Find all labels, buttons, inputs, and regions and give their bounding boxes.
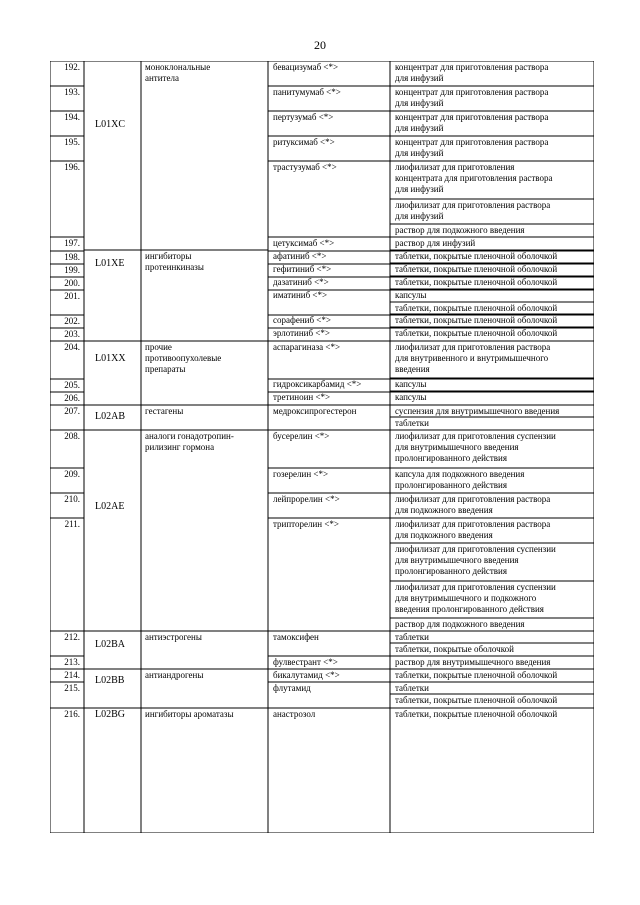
atc-code: L01XC — [95, 119, 125, 130]
drug-name: лейпрорелин <*> — [273, 494, 340, 504]
drug-name: трастузумаб <*> — [273, 162, 337, 172]
row-number: 214. — [64, 670, 80, 680]
atc-code: L01XX — [95, 353, 126, 364]
row-number: 202. — [64, 316, 80, 326]
row-number: 195. — [64, 137, 80, 147]
dosage-form: для инфузий — [395, 184, 444, 194]
dosage-form: таблетки, покрытые пленочной оболочкой — [395, 670, 558, 680]
dosage-form: таблетки, покрытые пленочной оболочкой — [395, 709, 558, 719]
group-name: гестагены — [145, 406, 184, 416]
dosage-form: раствор для подкожного введения — [395, 619, 525, 629]
dosage-form: для инфузий — [395, 211, 444, 221]
dosage-form: таблетки — [395, 632, 430, 642]
dosage-form: концентрата для приготовления раствора — [395, 173, 553, 183]
page-number: 20 — [314, 38, 326, 52]
dosage-form: для инфузий — [395, 73, 444, 83]
dosage-form: таблетки, покрытые пленочной оболочкой — [395, 303, 558, 313]
group-name: протеинкиназы — [145, 262, 204, 272]
dosage-form: лиофилизат для приготовления суспензии — [395, 582, 556, 592]
dosage-form: концентрат для приготовления раствора — [395, 87, 549, 97]
group-name: аналоги гонадотропин- — [145, 431, 234, 441]
drug-name: гозерелин <*> — [273, 469, 329, 479]
dosage-form: таблетки, покрытые пленочной оболочкой — [395, 328, 558, 338]
row-number: 213. — [64, 657, 80, 667]
dosage-form: таблетки, покрытые оболочкой — [395, 644, 514, 654]
row-number: 208. — [64, 431, 80, 441]
group-name: антиандрогены — [145, 670, 204, 680]
atc-code: L02AE — [95, 501, 125, 512]
dosage-form: таблетки, покрытые пленочной оболочкой — [395, 277, 558, 287]
group-name: ингибиторы ароматазы — [145, 709, 234, 719]
drug-table — [50, 61, 594, 833]
row-number: 198. — [64, 252, 80, 262]
row-number: 207. — [64, 406, 80, 416]
row-number: 196. — [64, 162, 80, 172]
dosage-form: лиофилизат для приготовления — [395, 162, 515, 172]
row-number: 215. — [64, 683, 80, 693]
drug-name: дазатиниб <*> — [273, 277, 329, 287]
atc-code: L02AB — [95, 411, 125, 422]
drug-name: бусерелин <*> — [273, 431, 330, 441]
group-name: прочие — [145, 342, 172, 352]
dosage-form: введения — [395, 364, 430, 374]
dosage-form: для инфузий — [395, 123, 444, 133]
dosage-form: раствор для внутримышечного введения — [395, 657, 551, 667]
dosage-form: концентрат для приготовления раствора — [395, 62, 549, 72]
dosage-form: для подкожного введения — [395, 530, 493, 540]
dosage-form: концентрат для приготовления раствора — [395, 112, 549, 122]
drug-name: медроксипрогестерон — [273, 406, 357, 416]
dosage-form: введения пролонгированного действия — [395, 604, 544, 614]
group-name: препараты — [145, 364, 186, 374]
dosage-form: таблетки — [395, 683, 430, 693]
drug-name: бикалутамид <*> — [273, 670, 340, 680]
drug-name: третиноин <*> — [273, 392, 331, 402]
dosage-form: суспензия для внутримышечного введения — [395, 406, 560, 416]
row-number: 193. — [64, 87, 80, 97]
row-number: 209. — [64, 469, 80, 479]
row-number: 212. — [64, 632, 80, 642]
drug-name: сорафениб <*> — [273, 315, 331, 325]
atc-code: L01XE — [95, 258, 125, 269]
dosage-form: для подкожного введения — [395, 505, 493, 515]
row-number: 192. — [64, 62, 80, 72]
drug-name: афатиниб <*> — [273, 251, 327, 261]
dosage-form: таблетки, покрытые пленочной оболочкой — [395, 251, 558, 261]
dosage-form: для внутримышечного введения — [395, 555, 519, 565]
group-name: антиэстрогены — [145, 632, 202, 642]
drug-name: гидроксикарбамид <*> — [273, 379, 362, 389]
row-number: 211. — [64, 519, 80, 529]
dosage-form: капсулы — [395, 379, 427, 389]
group-name: противоопухолевые — [145, 353, 222, 363]
drug-name: пертузумаб <*> — [273, 112, 334, 122]
drug-name: анастрозол — [273, 709, 316, 719]
atc-code: L02BG — [95, 709, 125, 720]
row-number: 194. — [64, 112, 80, 122]
dosage-form: раствор для подкожного введения — [395, 225, 525, 235]
row-number: 205. — [64, 380, 80, 390]
drug-name: фулвестрант <*> — [273, 657, 338, 667]
dosage-form: капсулы — [395, 392, 427, 402]
group-name: моноклональные — [145, 62, 211, 72]
row-number: 204. — [64, 342, 80, 352]
dosage-form: лиофилизат для приготовления раствора — [395, 200, 551, 210]
dosage-form: пролонгированного действия — [395, 453, 508, 463]
dosage-form: для инфузий — [395, 148, 444, 158]
dosage-form: пролонгированного действия — [395, 480, 508, 490]
row-number: 199. — [64, 265, 80, 275]
dosage-form: таблетки, покрытые пленочной оболочкой — [395, 264, 558, 274]
drug-name: иматиниб <*> — [273, 290, 328, 300]
drug-name: бевацизумаб <*> — [273, 62, 339, 72]
dosage-form: таблетки, покрытые пленочной оболочкой — [395, 315, 558, 325]
drug-name: аспарагиназа <*> — [273, 342, 341, 352]
drug-name: ритуксимаб <*> — [273, 137, 335, 147]
row-number: 216. — [64, 709, 80, 719]
dosage-form: лиофилизат для приготовления суспензии — [395, 431, 556, 441]
group-name: ингибиторы — [145, 251, 192, 261]
dosage-form: капсула для подкожного введения — [395, 469, 525, 479]
dosage-form: капсулы — [395, 290, 427, 300]
dosage-form: таблетки, покрытые пленочной оболочкой — [395, 695, 558, 705]
row-number: 197. — [64, 238, 80, 248]
group-name: рилизинг гормона — [145, 442, 215, 452]
drug-name: трипторелин <*> — [273, 519, 340, 529]
row-number: 203. — [64, 329, 80, 339]
dosage-form: концентрат для приготовления раствора — [395, 137, 549, 147]
row-number: 206. — [64, 393, 80, 403]
dosage-form: лиофилизат для приготовления суспензии — [395, 544, 556, 554]
dosage-form: раствор для инфузий — [395, 238, 476, 248]
dosage-form: пролонгированного действия — [395, 566, 508, 576]
dosage-form: для внутримышечного и подкожного — [395, 593, 537, 603]
drug-name: флутамид — [273, 683, 311, 693]
dosage-form: таблетки — [395, 418, 430, 428]
atc-code: L02BB — [95, 675, 125, 686]
drug-name: эрлотиниб <*> — [273, 328, 330, 338]
drug-name: цетуксимаб <*> — [273, 238, 335, 248]
dosage-form: лиофилизат для приготовления раствора — [395, 342, 551, 352]
group-name: антитела — [145, 73, 179, 83]
drug-name: гефитиниб <*> — [273, 264, 332, 274]
dosage-form: лиофилизат для приготовления раствора — [395, 494, 551, 504]
dosage-form: для внутривенного и внутримышечного — [395, 353, 549, 363]
drug-name: тамоксифен — [273, 632, 319, 642]
dosage-form: для внутримышечного введения — [395, 442, 519, 452]
drug-name: панитумумаб <*> — [273, 87, 341, 97]
row-number: 200. — [64, 278, 80, 288]
atc-code: L02BA — [95, 639, 125, 650]
row-number: 210. — [64, 494, 80, 504]
dosage-form: для инфузий — [395, 98, 444, 108]
dosage-form: лиофилизат для приготовления раствора — [395, 519, 551, 529]
row-number: 201. — [64, 291, 80, 301]
